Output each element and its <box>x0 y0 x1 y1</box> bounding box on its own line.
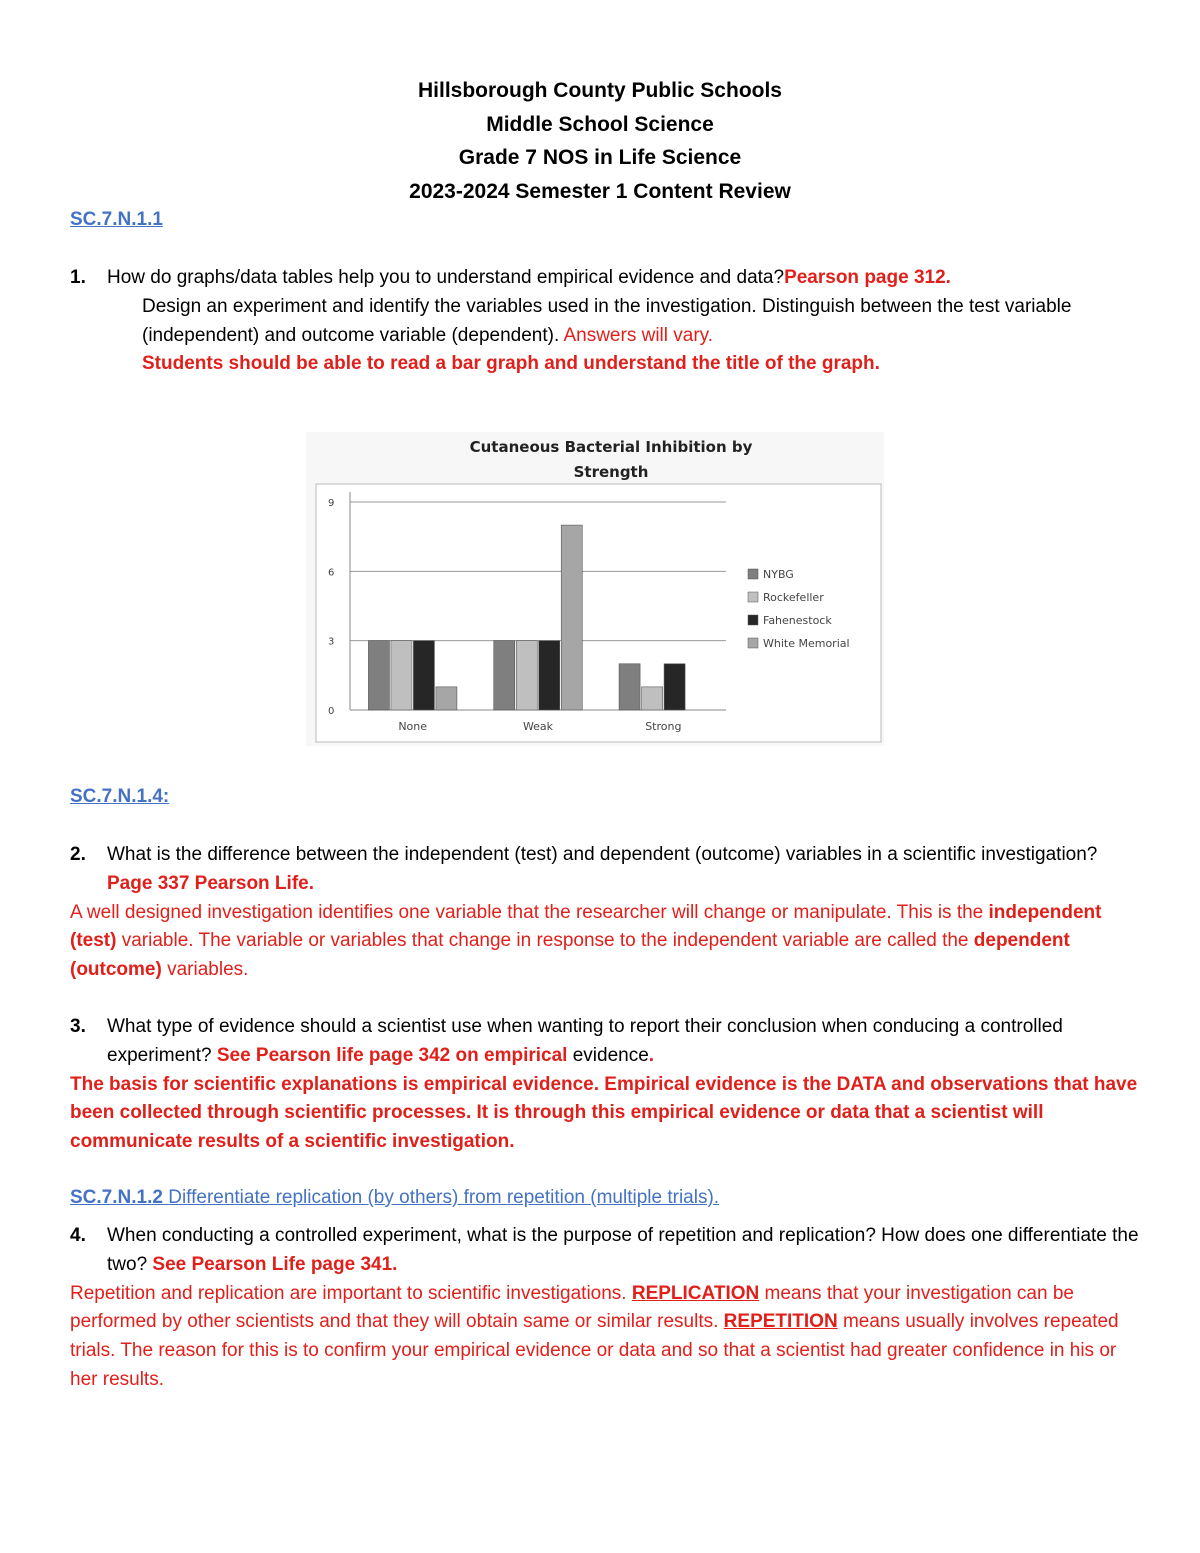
question-2-answer-independent: independent (test) <box>70 901 1102 952</box>
bar-chart <box>306 432 884 746</box>
legend-label: Rockefeller <box>763 591 824 604</box>
question-1-number: 1. <box>70 267 86 288</box>
question-1-design-text: Design an experiment and identify the variables used in the investigation. Distinguish between the test variable (independent) and outcome variable (dependent). <box>142 295 1072 346</box>
question-4-answer-repetition: REPETITION <box>723 1311 838 1333</box>
question-4-answer <box>70 1280 1140 1395</box>
question-1-reference: Pearson page 312. <box>784 267 951 288</box>
x-tick-label: Weak <box>522 720 554 733</box>
question-3 <box>70 1013 1140 1157</box>
question-2-answer-part1: A well designed investigation identifies one variable that the researcher will change or manipulate. This is the <box>70 901 984 923</box>
bar-fahenestock-none <box>413 641 434 710</box>
question-2-answer-part3: variables. <box>167 959 249 981</box>
question-4-text: When conducting a controlled experiment, what is the purpose of repetition and replication? How does one differentiate the two? <box>107 1225 1139 1275</box>
standard-code-3-label: SC.7.N.1.2 <box>70 1187 163 1208</box>
question-4-answer-part3: means usually involves repeated trials. The reason for this is to confirm your empirical evidence or data and so that a scientist had greater confidence in his or her results. <box>70 1311 1119 1390</box>
question-4 <box>70 1222 1140 1395</box>
bar-rockefeller-weak <box>516 641 537 710</box>
question-2-answer-dependent: dependent (outcome) <box>70 930 1070 981</box>
question-3-answer <box>70 1071 1140 1157</box>
question-2-answer <box>70 899 1140 985</box>
question-3-answer-part2: and observations that have been collected through scientific processes. It is through this empirical evidence or <box>70 1073 1138 1124</box>
standard-code-3-description: Differentiate replication (by others) from repetition (multiple trials). <box>168 1187 720 1208</box>
question-3-answer-part3: that a scientist will communicate results of a scientific investigation. <box>70 1102 1044 1153</box>
legend-swatch <box>748 592 758 602</box>
question-3-reference: See Pearson life page 342 on empirical <box>216 1044 568 1066</box>
question-3-text: What type of evidence should a scientist use when wanting to report their conclusion when conducing a controlled experiment? <box>107 1016 1063 1066</box>
question-4-number: 4. <box>70 1225 86 1246</box>
bar-chart-svg <box>306 432 884 746</box>
bar-fahenestock-weak <box>539 641 560 710</box>
y-tick-label: 9 <box>328 498 335 509</box>
question-3-reference-dot: . <box>648 1044 655 1066</box>
x-tick-label: None <box>398 720 428 733</box>
question-1-text: How do graphs/data tables help you to understand empirical evidence and data? <box>107 267 785 288</box>
question-3-number: 3. <box>70 1016 86 1037</box>
question-4-answer-part1: Repetition and replication are important to scientific investigations. <box>70 1282 627 1304</box>
legend-swatch <box>748 569 758 579</box>
question-2 <box>70 841 1140 985</box>
legend-label: NYBG <box>763 568 794 581</box>
legend-label: White Memorial <box>763 637 850 650</box>
header-course: Grade 7 NOS in Life Science <box>458 146 742 169</box>
header-review-title: 2023-2024 Semester 1 Content Review <box>409 179 791 203</box>
question-2-answer-part2: variable. The variable or variables that change in response to the independent variable are called the <box>121 930 969 952</box>
question-4-answer-part2: means that your investigation can be performed by other scientists and that they will obtain same or similar results. <box>70 1282 1074 1333</box>
header-school-level: Middle School Science <box>486 112 714 136</box>
bar-rockefeller-none <box>391 641 412 710</box>
standard-code-2: SC.7.N.1.4: <box>70 786 170 807</box>
y-tick-label: 0 <box>328 706 335 717</box>
bar-nybg-none <box>368 641 389 710</box>
question-3-reference-tail: evidence <box>572 1044 649 1066</box>
question-1-answers-vary: Answers will vary. <box>563 324 714 346</box>
standard-code-1: SC.7.N.1.1 <box>70 209 163 230</box>
bar-white-memorial-none <box>436 687 457 710</box>
bar-fahenestock-strong <box>664 664 685 710</box>
question-1 <box>70 264 1140 379</box>
bar-white-memorial-weak <box>561 525 582 710</box>
question-3-answer-data2: data <box>830 1102 870 1124</box>
question-2-number: 2. <box>70 844 86 865</box>
legend-label: Fahenestock <box>763 614 832 627</box>
header-district: Hillsborough County Public Schools <box>417 79 782 102</box>
bar-nybg-weak <box>494 641 515 710</box>
question-1-answer-bar-graph: Students should be able to read a bar graph and understand the title of the graph. <box>142 353 880 375</box>
standard-code-3 <box>70 1187 719 1209</box>
question-4-answer-replication: REPLICATION <box>631 1282 760 1304</box>
legend-swatch <box>748 638 758 648</box>
chart-title-line1: Cutaneous Bacterial Inhibition by <box>469 438 753 456</box>
question-4-reference: See Pearson Life page 341. <box>152 1253 398 1275</box>
document-header <box>0 74 1200 208</box>
question-3-answer-part1: The basis for scientific explanations is empirical evidence. Empirical evidence is the <box>70 1073 832 1095</box>
bar-nybg-strong <box>619 664 640 710</box>
legend-swatch <box>748 615 758 625</box>
chart-title-line2: Strength <box>573 463 649 481</box>
question-3-answer-data: DATA <box>836 1073 886 1095</box>
question-2-reference: Page 337 Pearson Life. <box>107 872 314 894</box>
y-tick-label: 3 <box>328 636 335 648</box>
question-2-text: What is the difference between the independent (test) and dependent (outcome) variables in a scientific investigation? <box>107 844 1098 865</box>
bar-rockefeller-strong <box>642 687 663 710</box>
x-tick-label: Strong <box>645 720 682 733</box>
y-tick-label: 6 <box>328 567 335 579</box>
